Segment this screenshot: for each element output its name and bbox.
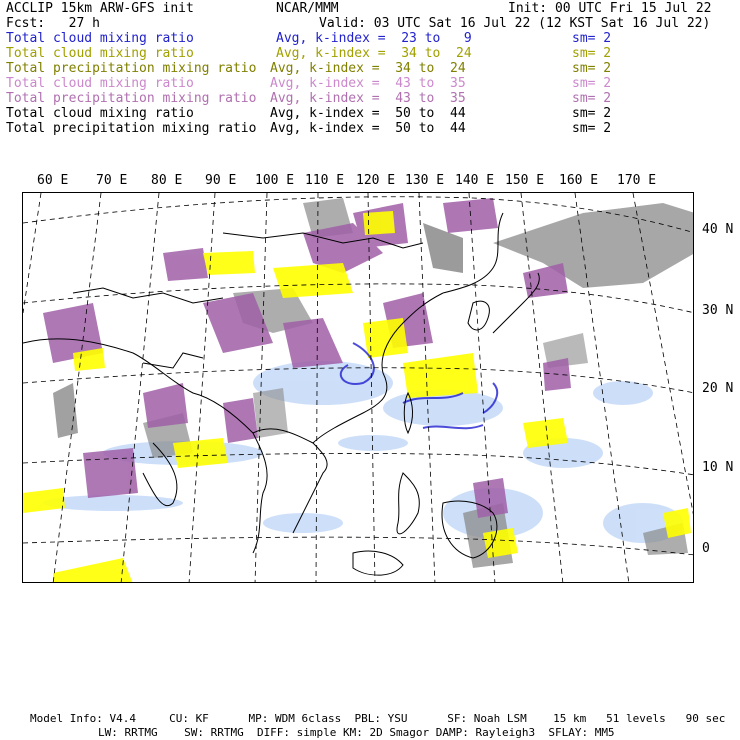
lon-label: 170 E (617, 173, 657, 188)
field-kindex: Avg, k-index = 43 to 35 (270, 91, 466, 106)
field-name: Total precipitation mixing ratio (6, 121, 257, 136)
field-name: Total precipitation mixing ratio (6, 91, 257, 106)
field-smoothing: sm= 2 (572, 106, 612, 121)
lon-label: 80 E (151, 173, 183, 188)
field-kindex: Avg, k-index = 43 to 35 (270, 76, 466, 91)
lon-label: 70 E (96, 173, 128, 188)
purple-cloud-layer (43, 198, 571, 518)
map-canvas (23, 193, 694, 583)
field-kindex: Avg, k-index = 23 to 9 (276, 31, 472, 46)
lat-label: 20 N (702, 381, 734, 396)
field-name: Total cloud mixing ratio (6, 31, 194, 46)
model-info-line1: Model Info: V4.4 CU: KF MP: WDM 6class PBL: YSU SF: Noah LSM 15 km 51 levels 90 sec (30, 712, 726, 725)
field-smoothing: sm= 2 (572, 46, 612, 61)
model-info-line2: LW: RRTMG SW: RRTMG DIFF: simple KM: 2D Smagor DAMP: Rayleigh3 SFLAY: MM5 (98, 726, 615, 739)
lon-label: 160 E (559, 173, 599, 188)
lon-label: 120 E (356, 173, 396, 188)
lat-label: 0 (702, 541, 710, 556)
field-smoothing: sm= 2 (572, 31, 612, 46)
field-name: Total cloud mixing ratio (6, 76, 194, 91)
field-name: Total cloud mixing ratio (6, 106, 194, 121)
center-label: NCAR/MMM (276, 1, 339, 16)
lat-label: 10 N (702, 460, 734, 475)
field-smoothing: sm= 2 (572, 76, 612, 91)
lon-label: 140 E (455, 173, 495, 188)
lon-label: 60 E (37, 173, 69, 188)
field-kindex: Avg, k-index = 50 to 44 (270, 106, 466, 121)
lat-label: 40 N (702, 222, 734, 237)
valid-time: Valid: 03 UTC Sat 16 Jul 22 (12 KST Sat 16 Jul 22) (319, 16, 711, 31)
field-name: Total precipitation mixing ratio (6, 61, 257, 76)
lon-label: 130 E (405, 173, 445, 188)
init-time: Init: 00 UTC Fri 15 Jul 22 (508, 1, 712, 16)
field-name: Total cloud mixing ratio (6, 46, 194, 61)
lightblue-cloud-layer (43, 361, 683, 543)
field-kindex: Avg, k-index = 50 to 44 (270, 121, 466, 136)
field-smoothing: sm= 2 (572, 61, 612, 76)
model-title: ACCLIP 15km ARW-GFS init (6, 1, 194, 16)
lon-label: 90 E (205, 173, 237, 188)
map-panel (22, 192, 694, 583)
forecast-hour: Fcst: 27 h (6, 16, 100, 31)
lon-label: 150 E (505, 173, 545, 188)
field-smoothing: sm= 2 (572, 121, 612, 136)
lon-label: 110 E (305, 173, 345, 188)
lon-label: 100 E (255, 173, 295, 188)
field-smoothing: sm= 2 (572, 91, 612, 106)
field-kindex: Avg, k-index = 34 to 24 (276, 46, 472, 61)
lat-label: 30 N (702, 303, 734, 318)
field-kindex: Avg, k-index = 34 to 24 (270, 61, 466, 76)
